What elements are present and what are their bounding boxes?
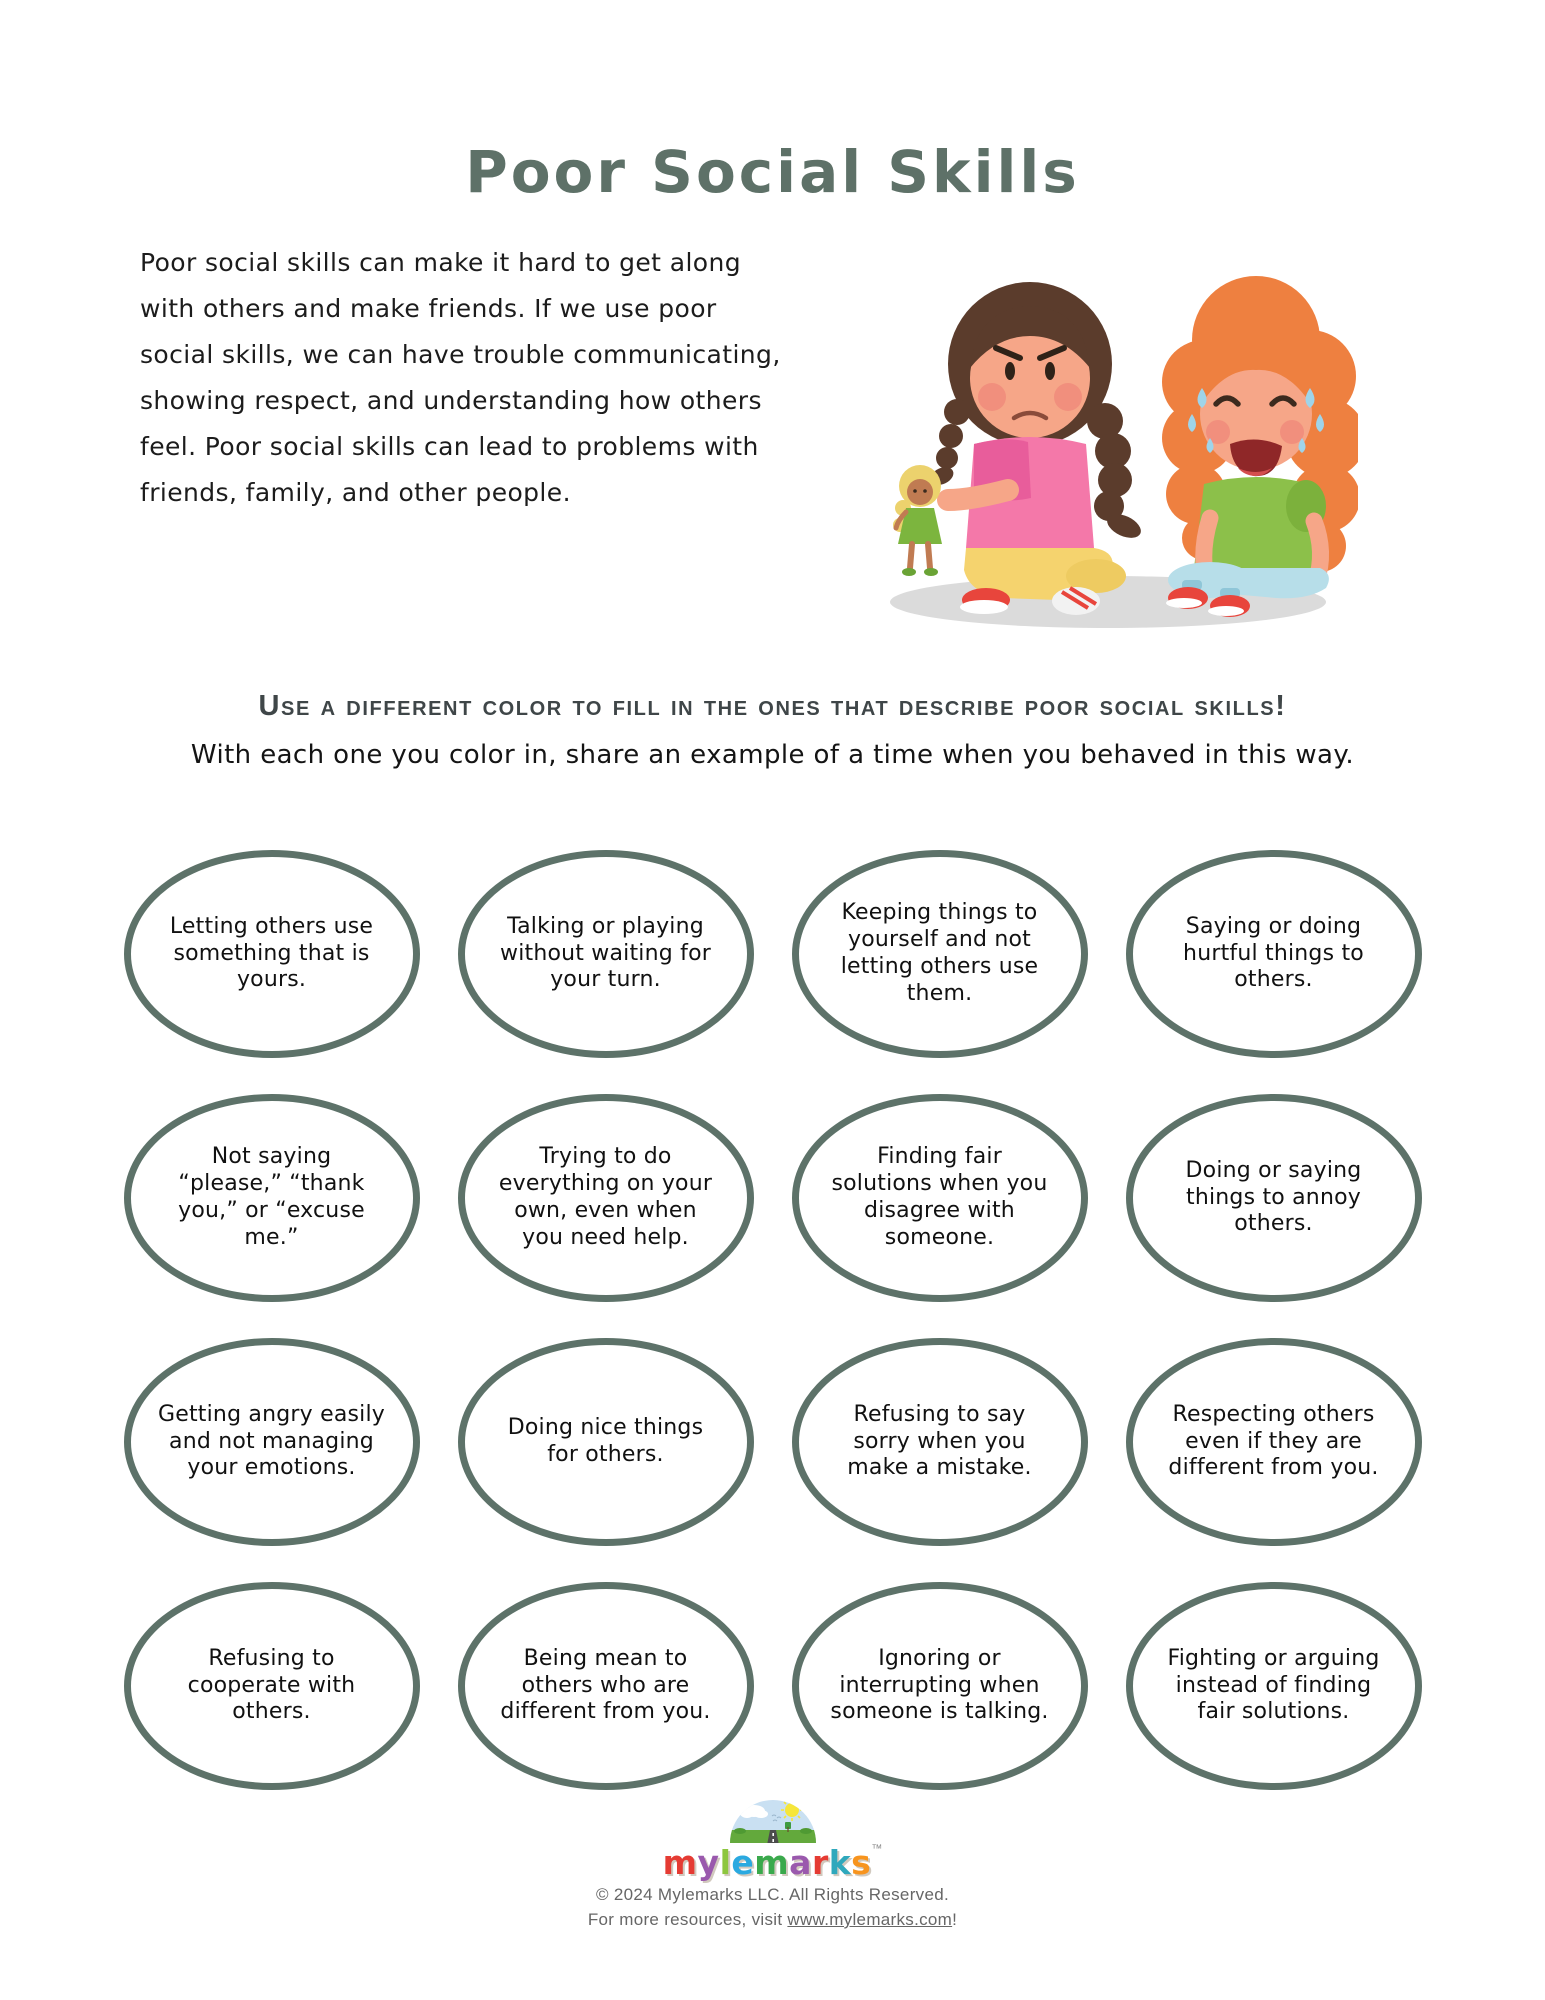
intro-line: showing respect, and understanding how others: [140, 386, 762, 415]
copyright-text: © 2024 Mylemarks LLC. All Rights Reserved.: [596, 1885, 949, 1904]
trademark-symbol: ™: [871, 1843, 883, 1855]
oval-item[interactable]: Being mean to others who are different from you.: [458, 1582, 754, 1790]
mylemarks-link[interactable]: www.mylemarks.com: [787, 1910, 953, 1929]
ovals-row: [124, 1094, 1422, 1302]
oval-item[interactable]: Talking or playing without waiting for your turn.: [458, 850, 754, 1058]
oval-item[interactable]: Ignoring or interrupting when someone is talking.: [792, 1582, 1088, 1790]
intro-line: Poor social skills can make it hard to get along: [140, 248, 742, 277]
oval-item[interactable]: Refusing to cooperate with others.: [124, 1582, 420, 1790]
ovals-row: [124, 1338, 1422, 1546]
intro-line: with others and make friends. If we use poor: [140, 294, 717, 323]
intro-line: feel. Poor social skills can lead to problems with: [140, 432, 759, 461]
oval-item[interactable]: Keeping things to yourself and not letting others use them.: [792, 850, 1088, 1058]
resources-line: [0, 1907, 1545, 1932]
ovals-row: [124, 850, 1422, 1058]
intro-paragraph: [140, 240, 820, 516]
oval-item[interactable]: Finding fair solutions when you disagree with someone.: [792, 1094, 1088, 1302]
mylemarks-logo-icon: [728, 1798, 818, 1845]
resources-suffix: !: [952, 1910, 958, 1929]
ovals-row: [124, 1582, 1422, 1790]
page-title: Poor Social Skills: [465, 138, 1080, 206]
instruction-bold: Use a different color to fill in the ones that describe poor social skills!: [258, 690, 1287, 722]
intro-line: social skills, we can have trouble communicating,: [140, 340, 781, 369]
oval-item[interactable]: Letting others use something that is yours.: [124, 850, 420, 1058]
oval-item[interactable]: Doing nice things for others.: [458, 1338, 754, 1546]
oval-item[interactable]: Fighting or arguing instead of finding fair solutions.: [1126, 1582, 1422, 1790]
resources-prefix: For more resources, visit: [587, 1910, 788, 1929]
footer: [0, 1798, 1545, 1932]
oval-item[interactable]: Not saying “please,” “thank you,” or “excuse me.”: [124, 1094, 420, 1302]
mylemarks-logo-word: mylemarks: [662, 1843, 872, 1882]
oval-item[interactable]: Saying or doing hurtful things to others.: [1126, 850, 1422, 1058]
oval-item[interactable]: Respecting others even if they are different from you.: [1126, 1338, 1422, 1546]
intro-line: friends, family, and other people.: [140, 478, 571, 507]
oval-item[interactable]: Doing or saying things to annoy others.: [1126, 1094, 1422, 1302]
oval-item[interactable]: Trying to do everything on your own, even when you need help.: [458, 1094, 754, 1302]
oval-item[interactable]: Refusing to say sorry when you make a mistake.: [792, 1338, 1088, 1546]
instruction-sub: With each one you color in, share an example of a time when you behaved in this way.: [190, 740, 1355, 770]
oval-item[interactable]: Getting angry easily and not managing your emotions.: [124, 1338, 420, 1546]
illustration-two-girls: [858, 246, 1358, 646]
ovals-grid: [0, 850, 1545, 1790]
